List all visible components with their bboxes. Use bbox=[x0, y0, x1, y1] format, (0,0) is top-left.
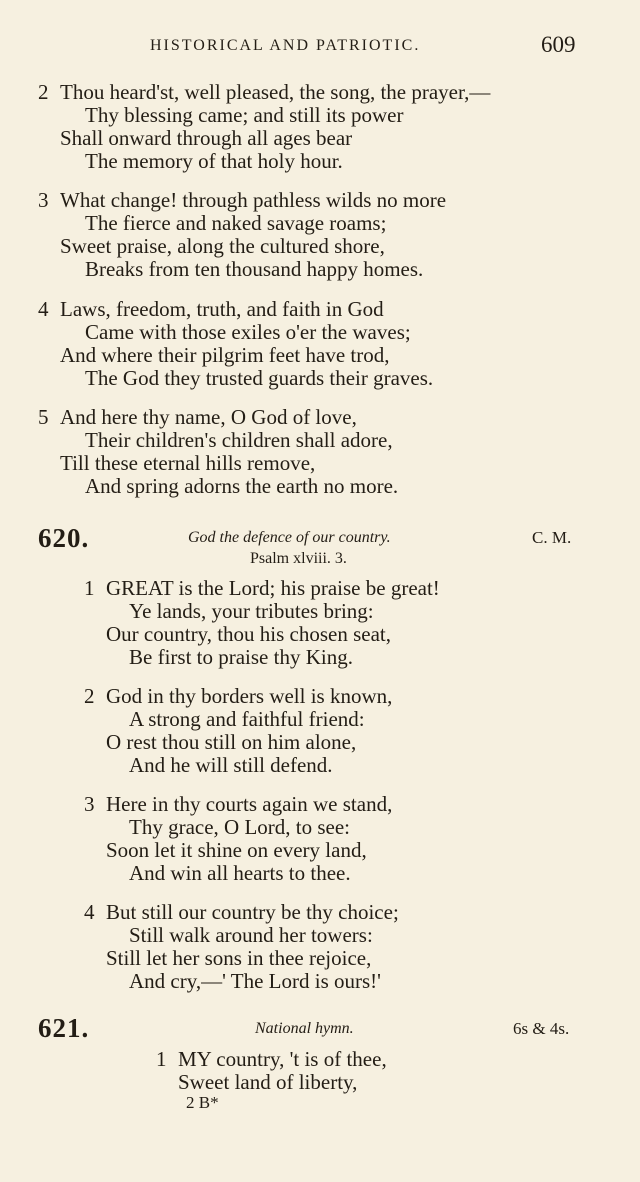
verse-line: Sweet praise, along the cultured shore, bbox=[60, 234, 385, 258]
hymn-number: 620. bbox=[38, 523, 90, 553]
running-head: HISTORICAL AND PATRIOTIC. bbox=[150, 37, 421, 54]
scripture-reference: Psalm xlviii. 3. bbox=[250, 550, 347, 567]
signature-mark: 2 B* bbox=[186, 1093, 219, 1112]
verse-line: 5 And here thy name, O God of love, bbox=[38, 405, 357, 429]
verse-line: A strong and faithful friend: bbox=[129, 707, 365, 731]
verse-line: Till these eternal hills remove, bbox=[60, 451, 316, 475]
verse-line: And he will still defend. bbox=[129, 753, 333, 777]
verse-line: 4 Laws, freedom, truth, and faith in God bbox=[38, 297, 384, 321]
verse-line: The memory of that holy hour. bbox=[85, 149, 343, 173]
stanza-620-2 bbox=[84, 685, 392, 777]
stanza-number: 3 bbox=[84, 792, 95, 816]
verse-line: 1 MY country, 't is of thee, bbox=[156, 1047, 387, 1071]
verse-line: Thy blessing came; and still its power bbox=[85, 103, 404, 127]
hymn-meter: 6s & 4s. bbox=[513, 1019, 570, 1038]
verse-line: Soon let it shine on every land, bbox=[106, 838, 367, 862]
verse-line: And spring adorns the earth no more. bbox=[85, 474, 399, 498]
stanza-619-5 bbox=[38, 406, 398, 498]
hymn-meter: C. M. bbox=[532, 528, 572, 547]
stanza-number: 5 bbox=[38, 405, 49, 429]
verse-line: Breaks from ten thousand happy homes. bbox=[85, 257, 424, 281]
stanza-number: 2 bbox=[38, 80, 49, 104]
verse-line: Still let her sons in thee rejoice, bbox=[106, 946, 372, 970]
verse-line: Still walk around her towers: bbox=[129, 923, 373, 947]
stanza-621-1 bbox=[156, 1048, 387, 1094]
stanza-620-1 bbox=[84, 577, 440, 669]
stanza-620-3 bbox=[84, 793, 392, 885]
verse-line: Their children's children shall adore, bbox=[85, 428, 393, 452]
stanza-620-4 bbox=[84, 901, 399, 993]
verse-line: Shall onward through all ages bear bbox=[60, 126, 353, 150]
verse-line: 1 GREAT is the Lord; his praise be great! bbox=[84, 576, 440, 600]
stanza-619-2 bbox=[38, 81, 490, 173]
verse-line: 3 What change! through pathless wilds no more bbox=[38, 188, 447, 212]
verse-line: Came with those exiles o'er the waves; bbox=[85, 320, 411, 344]
stanza-619-3 bbox=[38, 189, 446, 281]
verse-line: Ye lands, your tributes bring: bbox=[129, 599, 374, 623]
verse-line: Thy grace, O Lord, to see: bbox=[129, 815, 351, 839]
verse-line: 2 God in thy borders well is known, bbox=[84, 684, 393, 708]
verse-line: Be first to praise thy King. bbox=[129, 645, 353, 669]
page-number: 609 bbox=[541, 32, 576, 57]
verse-line: And where their pilgrim feet have trod, bbox=[60, 343, 390, 367]
verse-line: And win all hearts to thee. bbox=[129, 861, 351, 885]
verse-line: The God they trusted guards their graves. bbox=[85, 366, 434, 390]
verse-line: Sweet land of liberty, bbox=[178, 1070, 358, 1094]
verse-line: 2 Thou heard'st, well pleased, the song, the prayer,— bbox=[38, 80, 491, 104]
stanza-number: 1 bbox=[84, 576, 95, 600]
hymn-number: 621. bbox=[38, 1013, 90, 1043]
hymn-title: National hymn. bbox=[255, 1020, 354, 1037]
stanza-619-4 bbox=[38, 298, 433, 390]
stanza-number: 3 bbox=[38, 188, 49, 212]
verse-line: Our country, thou his chosen seat, bbox=[106, 622, 391, 646]
verse-line: O rest thou still on him alone, bbox=[106, 730, 357, 754]
verse-line: 3 Here in thy courts again we stand, bbox=[84, 792, 393, 816]
stanza-number: 4 bbox=[84, 900, 95, 924]
verse-line: And cry,—' The Lord is ours!' bbox=[129, 969, 381, 993]
verse-line: 4 But still our country be thy choice; bbox=[84, 900, 399, 924]
stanza-number: 2 bbox=[84, 684, 95, 708]
hymn-title: God the defence of our country. bbox=[188, 529, 391, 546]
stanza-number: 4 bbox=[38, 297, 49, 321]
stanza-number: 1 bbox=[156, 1047, 167, 1071]
verse-line: The fierce and naked savage roams; bbox=[85, 211, 387, 235]
